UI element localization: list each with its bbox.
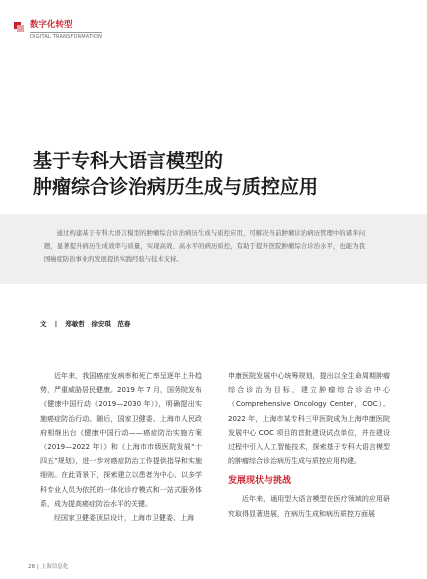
footer-separator: | [37, 564, 39, 570]
article-title [33, 148, 318, 200]
right-column [228, 369, 390, 521]
section-header [14, 20, 102, 41]
section-title: 数字化转型 [30, 20, 73, 30]
page-footer [28, 562, 68, 570]
authors-line: 文 | 郑敏哲 徐安琪 范春 [40, 320, 131, 328]
abstract-text: 通过构建基于专科大语言模型的肿瘤综合诊治病历生成与质控应用，可解决当前肿瘤诊治病历管理中的诸多问题，显著提升病历生成效率与质量，实现高效、高水平的病历质控，有助于提升医院肿瘤综合诊治水平，也能为我国癌症防治事业的发展提供实践经验与技术支持。 [44, 230, 365, 264]
section-subheading: 发展现状与挑战 [228, 476, 292, 487]
abstract-box [0, 214, 427, 284]
section-square-icon [14, 22, 24, 32]
article-title-line1: 基于专科大语言模型的 [33, 150, 224, 172]
left-column [40, 369, 202, 525]
body-paragraph: 近年来，我国癌症发病率和死亡率呈逐年上升趋势，严重威胁居民健康。2019 年 7 月，国务院发布《健康中国行动（2019—2030 年）》，明确提出实施癌症防治行动。随后，国家卫健委、上海市人民政府相继出台《健康中国行动——癌症防治实施方案（2019—2022 年）》和《上海市市级医院发展“十四五”规划》，进一步对癌症防治工作提供指导和实施细则。在此背景下，探索建立以患者为中心、以多学科专业人员为依托的一体化诊疗模式和一站式服务体系，成为提高癌症防治水平的关键。 [40, 372, 202, 508]
journal-name: 上海信息化 [40, 564, 69, 570]
page-number: 28 [28, 564, 35, 570]
body-paragraph: 经国家卫健委顶层设计，上海市卫健委、上海 [54, 514, 194, 523]
article-title-line2: 肿瘤综合诊治病历生成与质控应用 [33, 176, 319, 198]
section-subtitle: DIGITAL TRANSFORMATION [30, 34, 103, 40]
body-paragraph: 近年来，通用型大语言模型在医疗领域的应用研究取得显著进展，在病历生成和病历质控方面展 [228, 495, 390, 518]
body-paragraph-continued: 申康医院发展中心统筹规划，提出以全生命周期肿瘤综合诊治为目标，建立肿瘤综合诊治中心（Comprehensive Oncology Center，COC）。2022 年，上海市某专科三甲医院成为上海申康医院发展中心 COC 项目的首批建设试点单位，并在建设过程中引入人工智能技术，探索基于专科大语言模型的肿瘤综合诊治病历生成与质控应用构建。 [228, 372, 390, 466]
